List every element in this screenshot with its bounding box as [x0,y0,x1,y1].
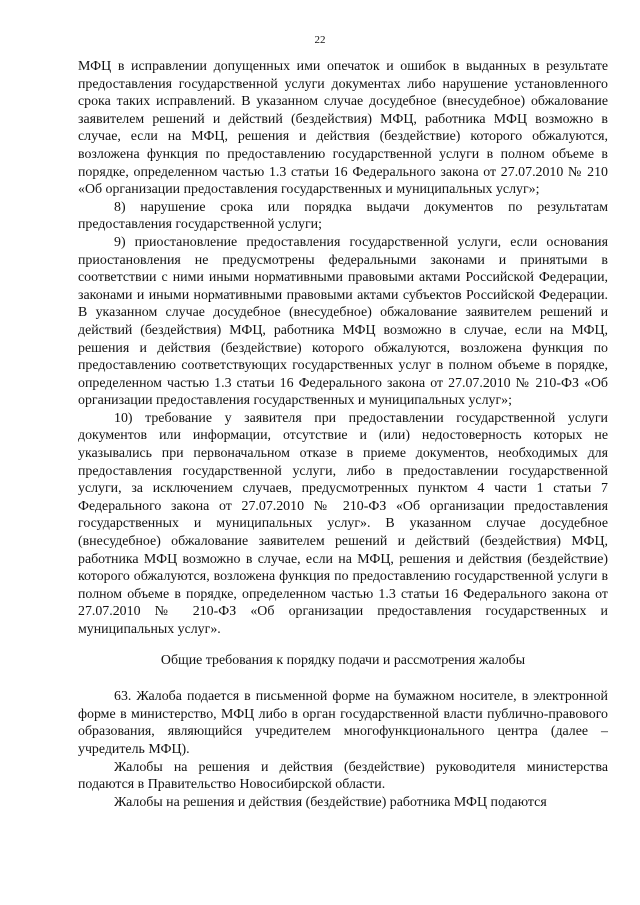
page-number: 22 [314,34,326,46]
section-heading: Общие требования к порядку подачи и рассмотрения жалобы [160,652,526,668]
paragraph-item-9: 9) приостановление предоставления государственной услуги, если основания приостановления не предусмотрены федеральными законами и принятыми в соответствии с ними иными нормативными правовыми актами Российской Федерации, законами и иными нормативными правовыми актами субъектов Российской Федерации. В указанном случае досудебное (внесудебное) обжалование заявителем решений и действий (бездействия) МФЦ, работника МФЦ возможно в случае, если на МФЦ, решения и действия (бездействие) которого обжалуются, возложена функция по предоставлению соответствующих государственных услуг в полном объеме в порядке, определенном частью 1.3 статьи 16 Федерального закона от 27.07.2010 № 210-ФЗ «Об организации предоставления государственных и муниципальных услуг»; [78,234,608,409]
paragraph-63: 63. Жалоба подается в письменной форме на бумажном носителе, в электронной форме в министерство, МФЦ либо в орган государственной власти публично-правового образования, являющийся учредителем многофункционального центра (далее – учредитель МФЦ). [78,689,608,757]
document-body [78,58,608,811]
paragraph-complaints-ministry: Жалобы на решения и действия (бездействие) руководителя министерства подаются в Правительство Новосибирской области. [78,759,608,793]
paragraph-item-8: 8) нарушение срока или порядка выдачи документов по результатам предоставления государственной услуги; [78,199,608,233]
paragraph-item-10: 10) требование у заявителя при предоставлении государственной услуги документов или информации, отсутствие и (или) недостоверность которых не указывались при первоначальном отказе в приеме документов, необходимых для предоставления государственной услуги, либо в предоставлении государственной услуги, за исключением случаев, предусмотренных пунктом 4 части 1 статьи 7 Федерального закона от 27.07.2010 № 210-ФЗ «Об организации предоставления государственных и муниципальных услуг». В указанном случае досудебное (внесудебное) обжалование заявителем решений и действий (бездействия) МФЦ, работника МФЦ возможно в случае, если на МФЦ, решения и действия (бездействие) которого обжалуются, возложена функция по предоставлению государственной услуги в полном объеме в порядке, определенном частью 1.3 статьи 16 Федерального закона от 27.07.2010 № 210-ФЗ «Об организации предоставления государственных и муниципальных услуг». [78,410,608,637]
paragraph-continuation: МФЦ в исправлении допущенных ими опечаток и ошибок в выданных в результате предоставления государственной услуги документах либо нарушение установленного срока таких исправлений. В указанном случае досудебное (внесудебное) обжалование заявителем решений и действий (бездействия) МФЦ, работника МФЦ возможно в случае, если на МФЦ, решения и действия (бездействие) которого обжалуются, возложена функция по предоставлению государственной услуги в полном объеме в порядке, определенном частью 1.3 статьи 16 Федерального закона от 27.07.2010 № 210 «Об организации предоставления государственных и муниципальных услуг»; [78,59,608,198]
paragraph-complaints-mfc: Жалобы на решения и действия (бездействие) работника МФЦ подаются [114,794,547,810]
